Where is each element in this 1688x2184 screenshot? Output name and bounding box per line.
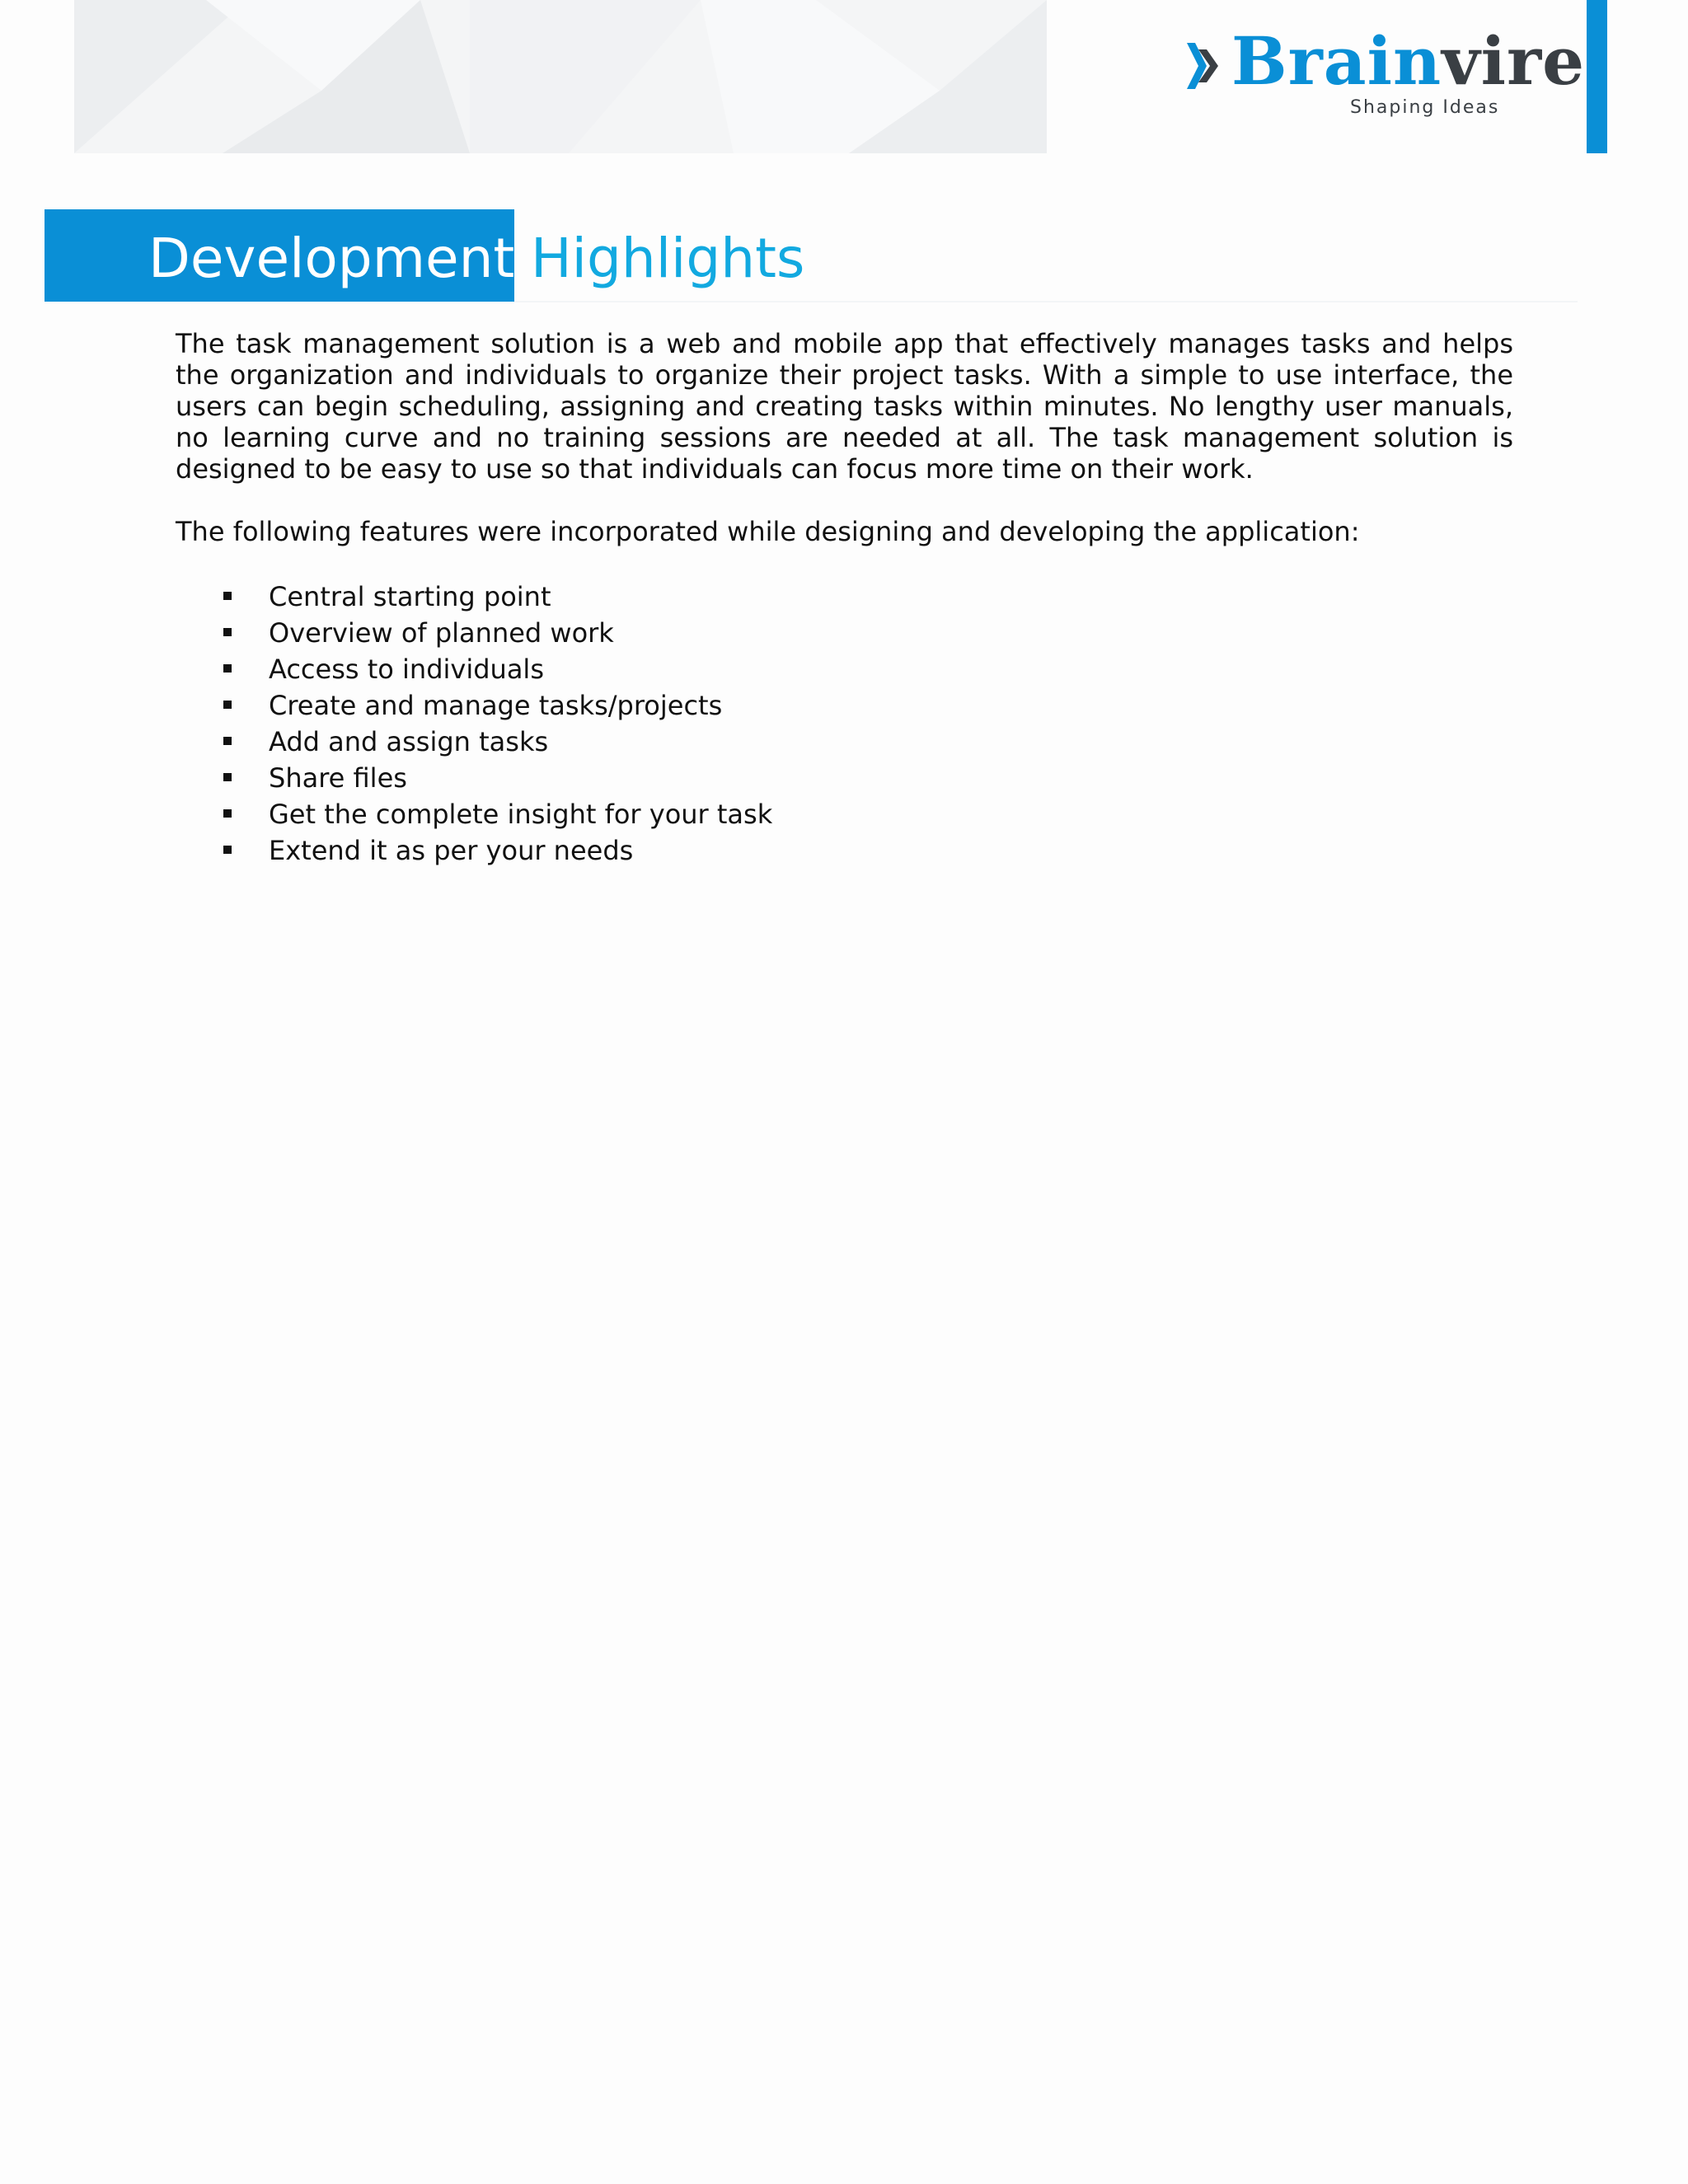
square-bullet-icon — [223, 701, 232, 709]
section-title-highlights: Highlights — [531, 227, 805, 290]
list-item — [176, 832, 1513, 869]
feature-label: Central starting point — [269, 581, 551, 612]
features-lead-paragraph: The following features were incorporated while designing and developing the application: — [176, 516, 1360, 547]
title-divider — [514, 301, 1578, 302]
logo-tagline: Shaping Ideas — [1350, 97, 1500, 118]
square-bullet-icon — [223, 628, 232, 636]
feature-label: Extend it as per your needs — [269, 835, 634, 866]
brainvire-logo — [1185, 22, 1586, 122]
list-item — [176, 651, 1513, 687]
logo-chevron-icon — [1185, 40, 1221, 92]
logo-word-vire: vire — [1442, 22, 1586, 100]
square-bullet-icon — [223, 664, 232, 673]
square-bullet-icon — [223, 846, 232, 854]
logo-wordmark — [1231, 22, 1586, 100]
header-pattern — [74, 0, 1047, 153]
list-item — [176, 796, 1513, 832]
list-item — [176, 687, 1513, 724]
feature-label: Share files — [269, 762, 407, 794]
list-item — [176, 760, 1513, 796]
header-banner — [74, 0, 1047, 153]
section-body — [176, 328, 1513, 869]
square-bullet-icon — [223, 773, 232, 781]
list-item — [176, 579, 1513, 615]
header-accent-strip — [1587, 0, 1607, 153]
logo-word-brain: Brain — [1231, 22, 1442, 100]
feature-label: Overview of planned work — [269, 617, 614, 649]
feature-list — [176, 579, 1513, 869]
square-bullet-icon — [223, 809, 232, 818]
feature-label: Create and manage tasks/projects — [269, 690, 723, 721]
list-item — [176, 724, 1513, 760]
list-item — [176, 615, 1513, 651]
section-title-development: Development — [148, 227, 515, 290]
square-bullet-icon — [223, 592, 232, 600]
feature-label: Access to individuals — [269, 654, 544, 685]
intro-paragraph: The task management solution is a web and mobile app that effectively manages tasks and helps the organization and individuals to organize their project tasks. With a simple to use interface, the users can begin scheduling, assigning and creating tasks within minutes. No lengthy user manuals, no learning curve and no training sessions are needed at all. The task management solution is designed to be easy to use so that individuals can focus more time on their work. — [176, 328, 1513, 485]
feature-label: Add and assign tasks — [269, 726, 549, 757]
square-bullet-icon — [223, 737, 232, 745]
feature-label: Get the complete insight for your task — [269, 799, 773, 830]
